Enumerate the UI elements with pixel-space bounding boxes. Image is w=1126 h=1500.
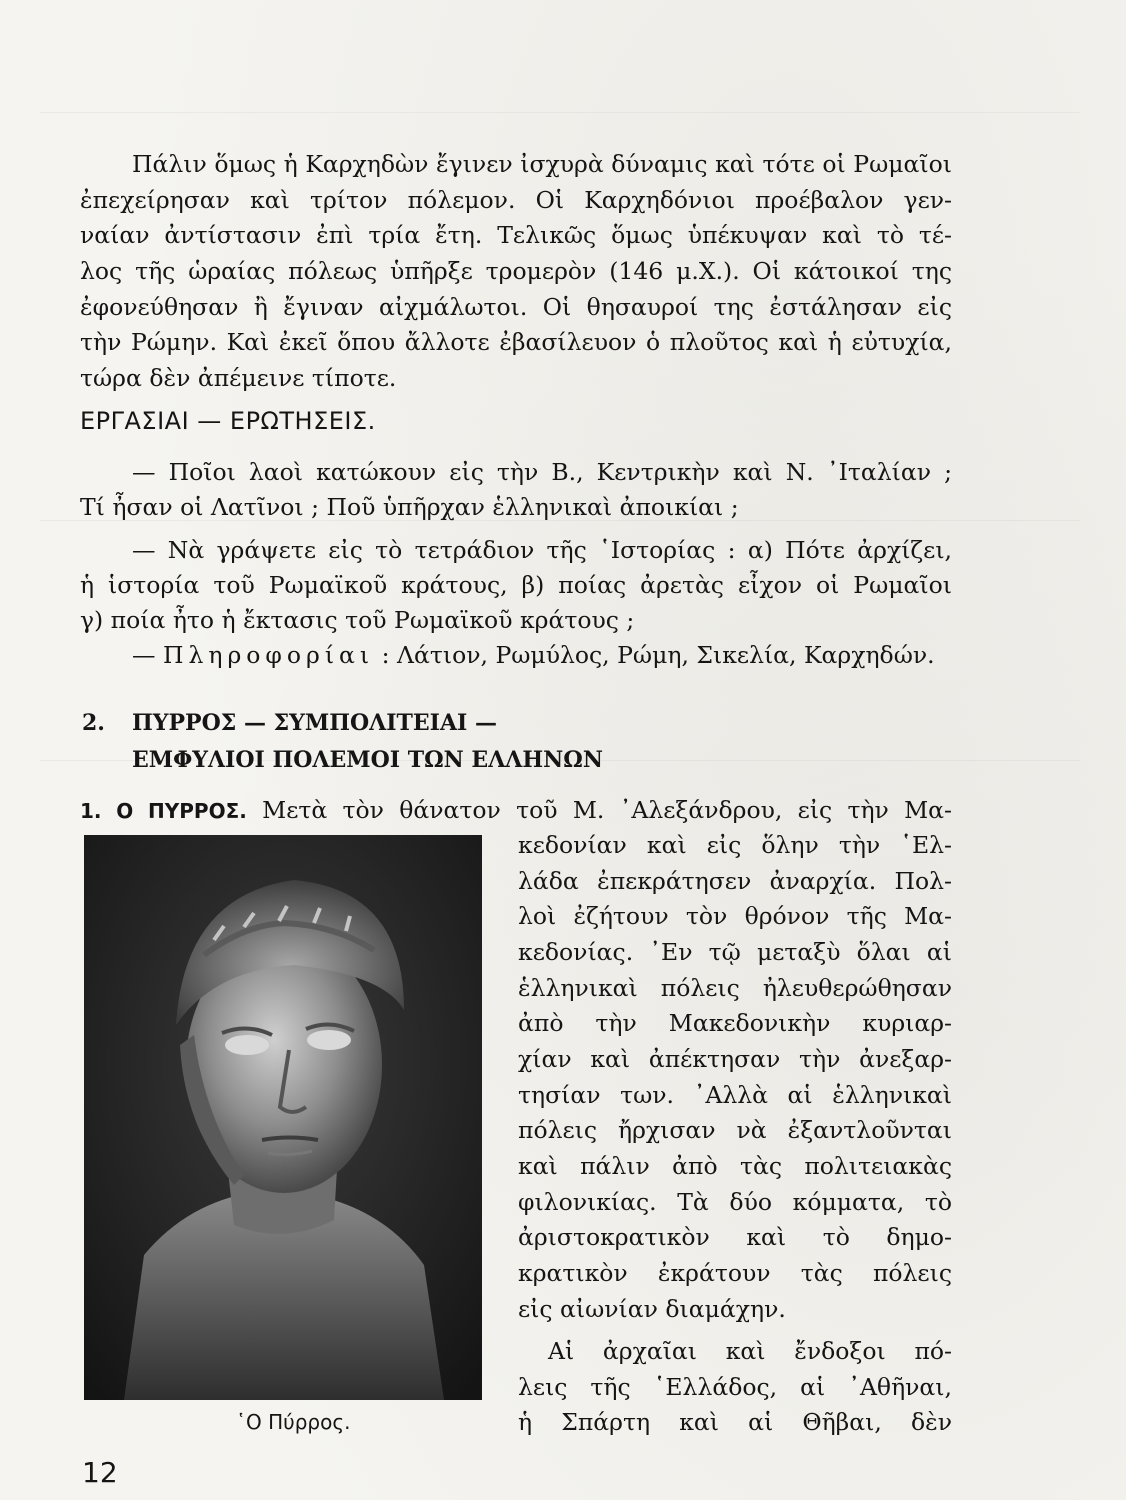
pyrrhus-subhead: 1. Ο ΠΥΡΡΟΣ. [80,799,247,823]
pyrrhus-first-line [80,795,952,826]
info-text: : Λάτιον, Ρωμύλος, Ρώμη, Σικελία, Καρχηδών. [381,641,935,669]
paragraph-line: λος τῆς ὡραίας πόλεως ὑπῆρξε τρομερὸν (146 μ.Χ.). Οἱ κάτοικοί της [80,257,952,285]
paragraph-line: Πάλιν ὅμως ἡ Καρχηδὼν ἔγινεν ἰσχυρὰ δύναμις καὶ τότε οἱ Ρωμαῖοι [132,150,952,178]
side-line: ἑλληνικαὶ πόλεις ἠλευθερώθησαν [518,974,952,1002]
side-line: τησίαν των. ᾿Αλλὰ αἱ ἑλληνικαὶ [518,1081,952,1109]
exercise-line: — Νὰ γράψετε εἰς τὸ τετράδιον τῆς ῾Ιστορίας : α) Πότε ἀρχίζει, [132,536,952,564]
side-line: ἡ Σπάρτη καὶ αἱ Θῆβαι, δὲν [518,1408,952,1436]
section-title-line2: ΕΜΦΥΛΙΟΙ ΠΟΛΕΜΟΙ ΤΩΝ ΕΛΛΗΝΩΝ [132,747,603,773]
exercises-heading: ΕΡΓΑΣΙΑΙ — ΕΡΩΤΗΣΕΙΣ. [80,407,376,435]
info-prefix: — [132,641,163,669]
side-line: κεδονίαν καὶ εἰς ὅλην τὴν ῾Ελ- [518,831,952,859]
side-line: εἰς αἰωνίαν διαμάχην. [518,1295,786,1323]
side-line: πόλεις ἤρχισαν νὰ ἐξαντλοῦνται [518,1116,952,1144]
info-label: Πληροφορίαι [162,641,375,669]
section-number: 2. [82,710,105,736]
exercise-line: Τί ἦσαν οἱ Λατῖνοι ; Ποῦ ὑπῆρχαν ἑλληνικαὶ ἀποικίαι ; [80,493,739,521]
show-through-line [40,112,1080,113]
side-line: λάδα ἐπεκράτησεν ἀναρχία. Πολ- [518,867,952,895]
side-line: φιλονικίας. Τὰ δύο κόμματα, τὸ [518,1188,952,1216]
paragraph-line: ἐπεχείρησαν καὶ τρίτον πόλεμον. Οἱ Καρχηδόνιοι προέβαλον γεν- [80,186,952,214]
exercise-line: — Ποῖοι λαοὶ κατώκουν εἰς τὴν Β., Κεντρικὴν καὶ Ν. ᾿Ιταλίαν ; [132,458,952,486]
side-line: χίαν καὶ ἀπέκτησαν τὴν ἀνεξαρ- [518,1045,952,1073]
pyrrhus-first-text: Μετὰ τὸν θάνατον τοῦ Μ. ᾿Αλεξάνδρου, εἰς τὴν Μα- [262,796,952,824]
paragraph-line: ναίαν ἀντίστασιν ἐπὶ τρία ἔτη. Τελικῶς ὅμως ὑπέκυψαν καὶ τὸ τέ- [80,221,952,249]
photo-caption: ῾Ο Πύρρος. [236,1410,351,1434]
exercise-line: γ) ποία ἦτο ἡ ἔκτασις τοῦ Ρωμαϊκοῦ κράτους ; [80,606,635,634]
bust-illustration [84,835,482,1400]
paragraph-line: τώρα δὲν ἀπέμεινε τίποτε. [80,364,397,392]
side-line: λεις τῆς ῾Ελλάδος, αἱ ᾿Αθῆναι, [518,1373,952,1401]
side-line: Αἱ ἀρχαῖαι καὶ ἔνδοξοι πό- [548,1337,952,1365]
page-number: 12 [82,1456,118,1489]
information-line [80,640,952,670]
side-line: κεδονίας. ᾿Εν τῷ μεταξὺ ὅλαι αἱ [518,938,952,966]
paragraph-line: τὴν Ρώμην. Καὶ ἐκεῖ ὅπου ἄλλοτε ἐβασίλευον ὁ πλοῦτος καὶ ἡ εὐτυχία, [80,328,952,356]
side-line: ἀριστοκρατικὸν καὶ τὸ δημο- [518,1223,952,1251]
section-title-line1: ΠΥΡΡΟΣ — ΣΥΜΠΟΛΙΤΕΙΑΙ — [132,710,497,736]
side-line: λοὶ ἐζήτουν τὸν θρόνον τῆς Μα- [518,902,952,930]
side-line: κρατικὸν ἐκράτουν τὰς πόλεις [518,1259,952,1287]
paragraph-line: ἐφονεύθησαν ἢ ἔγιναν αἰχμάλωτοι. Οἱ θησαυροί της ἐστάλησαν εἰς [80,293,952,321]
exercise-line: ἡ ἱστορία τοῦ Ρωμαϊκοῦ κράτους, β) ποίας ἀρετὰς εἶχον οἱ Ρωμαῖοι [80,571,952,599]
side-line: ἀπὸ τὴν Μακεδονικὴν κυριαρ- [518,1009,952,1037]
pyrrhus-bust-photo [84,835,482,1400]
side-line: καὶ πάλιν ἀπὸ τὰς πολιτειακὰς [518,1152,952,1180]
